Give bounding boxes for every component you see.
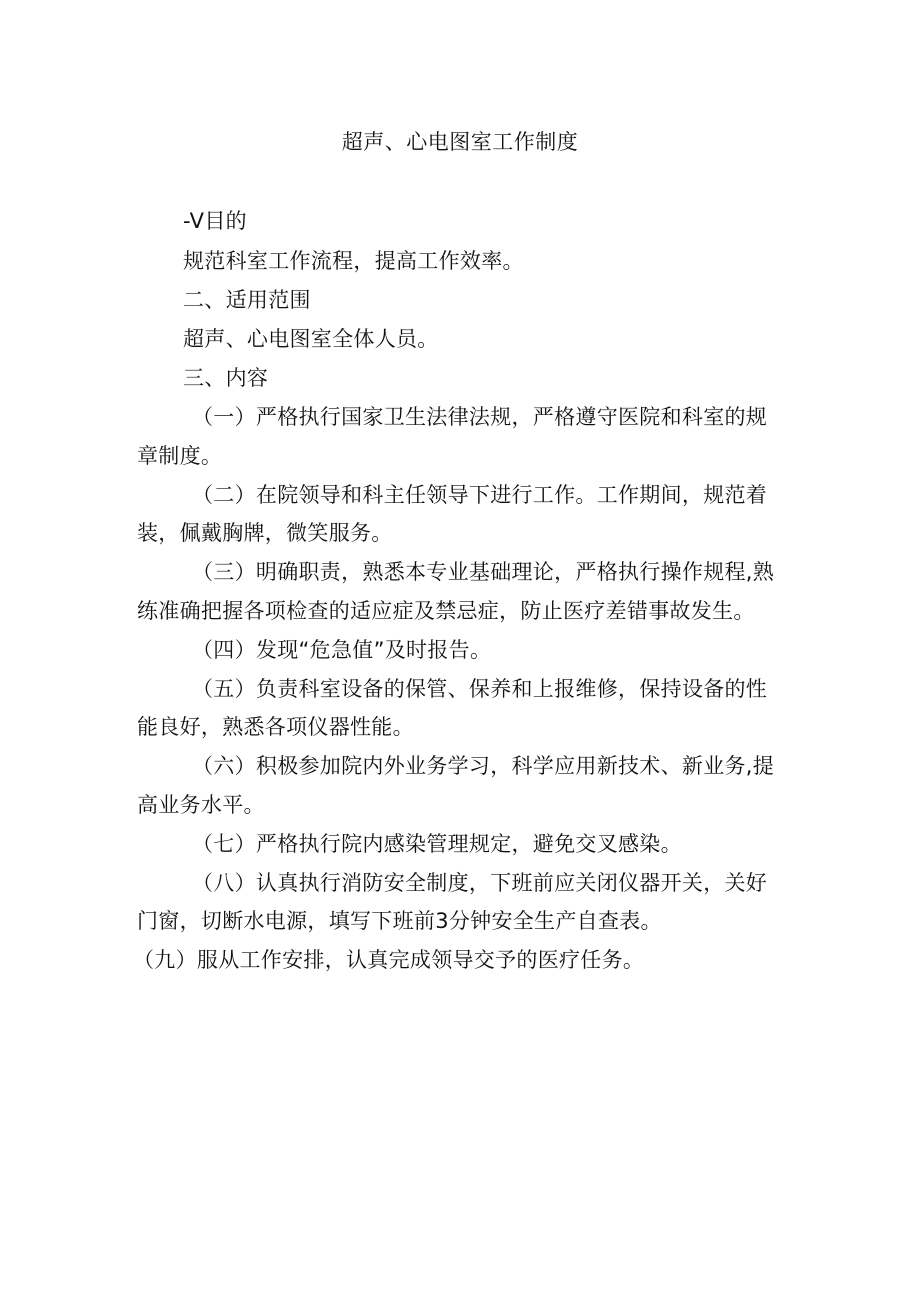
section-heading-content: 三、内容 [183, 366, 269, 390]
list-item-1-line-2: 章制度。 [137, 444, 223, 468]
list-item-6-line-1: （六）积极参加院内外业务学习，科学应用新技术、新业务,提 [192, 754, 775, 778]
list-item-5-line-1: （五）负责科室设备的保管、保养和上报维修，保持设备的性 [192, 677, 768, 701]
list-item-8-line-1: （八）认真执行消防安全制度，下班前应关闭仪器开关，关好 [192, 871, 768, 895]
section-heading-scope: 二、适用范围 [183, 288, 311, 312]
list-item-6-line-2: 高业务水平。 [137, 793, 265, 817]
paragraph-line: 超声、心电图室全体人员。 [183, 327, 439, 351]
list-item-9-line-1: （九）服从工作安排，认真完成领导交予的医疗任务。 [133, 948, 645, 972]
list-item-3-line-1: （三）明确职责，熟悉本专业基础理论，严格执行操作规程,熟 [192, 560, 775, 584]
list-item-8-line-2: 门窗，切断水电源，填写下班前3分钟安全生产自查表。 [137, 909, 662, 933]
list-item-3-line-2: 练准确把握各项检查的适应症及禁忌症，防止医疗差错事故发生。 [137, 599, 755, 623]
list-item-7-line-1: （七）严格执行院内感染管理规定，避免交叉感染。 [192, 832, 682, 856]
document-title: 超声、心电图室工作制度 [341, 130, 579, 154]
list-item-2-line-1: （二）在院领导和科主任领导下进行工作。工作期间，规范着 [192, 483, 768, 507]
section-heading-purpose: -V目的 [183, 209, 247, 233]
paragraph-line: 规范科室工作流程，提高工作效率。 [183, 249, 524, 273]
list-item-1-line-1: （一）严格执行国家卫生法律法规，严格遵守医院和科室的规 [192, 405, 768, 429]
list-item-5-line-2: 能良好，熟悉各项仪器性能。 [137, 715, 414, 739]
list-item-2-line-2: 装，佩戴胸牌，微笑服务。 [137, 521, 393, 545]
list-item-4-line-1: （四）发现“危急值”及时报告。 [192, 638, 492, 662]
